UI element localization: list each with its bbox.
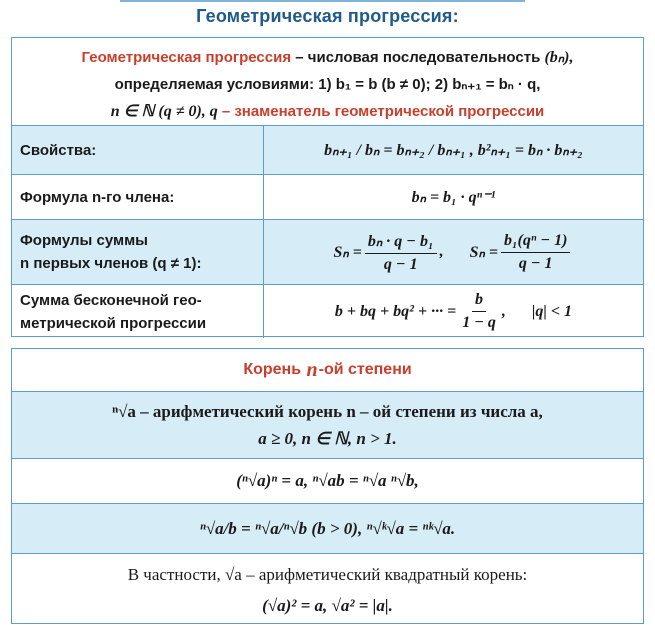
sum-label-line-1: Формулы суммы	[20, 232, 148, 249]
definition-block	[12, 38, 643, 126]
nth-root-table	[11, 348, 644, 624]
definition-text: – числовая последовательность	[291, 49, 545, 66]
geometric-progression-table	[11, 37, 644, 337]
sum-formulas: Sₙ = $\frac{\text{bₙ · q − b₁}}{q - 1}$ , Sₙ = $\frac{\text{b₁(qⁿ − 1)}}{q - 1}$	[264, 220, 643, 284]
infinite-sum-label-line-1: Сумма бесконечной гео-	[20, 291, 202, 309]
sum-fraction-2-num: b₁(qⁿ − 1)	[501, 232, 571, 253]
definition-line-2: определяемая условиями: 1) b₁ = b (b ≠ 0); 2) bₙ₊₁ = bₙ · q,	[114, 76, 541, 93]
infinite-sum-num: b	[472, 291, 486, 312]
sum-fraction-2	[501, 232, 571, 273]
page-title: Геометрическая прогрессия:	[196, 6, 459, 26]
root-definition-line-1: ⁿ√a – арифметический корень n – ой степени из числа a,	[112, 402, 543, 421]
root-heading-n: n	[306, 358, 318, 381]
square-root-line-1: В частности, √a – арифметический квадратный корень:	[127, 564, 528, 584]
root-property-2: ⁿ√a/b = ⁿ√a/ⁿ√b (b > 0), ⁿ√ᵏ√a = ⁿᵏ√a.	[199, 518, 456, 538]
sum-fraction-1-num: bₙ · q − b₁	[365, 231, 437, 254]
square-root-row	[12, 554, 643, 625]
top-rule	[120, 0, 525, 2]
definition-line-3	[20, 98, 635, 125]
root-definition-line-2: a ≥ 0, n ∈ ℕ, n > 1.	[258, 429, 397, 448]
infinite-sum-lhs: b + bq + bq² + ··· =	[334, 302, 457, 320]
root-heading-pre: Корень	[243, 361, 302, 378]
sum-fraction-2-den: q − 1	[518, 254, 553, 272]
sum-label	[12, 220, 264, 284]
definition-seq: (bₙ),	[544, 49, 574, 66]
sum-label-line-2: n первых членов (q ≠ 1):	[20, 255, 202, 272]
definition-ratio-label: – знаменатель геометрической прогрессии	[221, 103, 545, 120]
root-property-1: (ⁿ√a)ⁿ = a, ⁿ√ab = ⁿ√a ⁿ√b,	[236, 471, 419, 490]
infinite-sum-label-line-2: метрической прогрессии	[20, 314, 207, 332]
properties-label: Свойства:	[12, 126, 264, 174]
nth-term-label: Формула n-го члена:	[12, 175, 264, 219]
sum-fraction-1	[365, 231, 437, 274]
root-heading-post: -ой степени	[318, 361, 412, 378]
root-heading	[12, 349, 643, 392]
definition-line-1	[20, 44, 635, 71]
infinite-sum-label	[12, 285, 264, 338]
sum-lhs-2: Sₙ =	[469, 244, 498, 261]
properties-row	[12, 126, 643, 175]
infinite-sum-formula: b + bq + bq² + ··· = $\frac{b}{1 - q}$ , |q| < 1	[334, 291, 573, 331]
properties-formula: bₙ₊₁ / bₙ = bₙ₊₂ / bₙ₊₁ , b²ₙ₊₁ = bₙ · bₙ₊₂	[324, 142, 583, 159]
sum-lhs-1: Sₙ =	[333, 244, 362, 261]
definition-term: Геометрическая прогрессия	[81, 49, 292, 66]
infinite-sum-den: 1 − q	[462, 314, 496, 331]
sum-row	[12, 220, 643, 285]
root-property-row-2	[12, 504, 643, 554]
infinite-sum-row	[12, 285, 643, 338]
nth-term-row	[12, 175, 643, 220]
sum-fraction-1-den: q − 1	[383, 255, 418, 273]
infinite-sum-fraction	[459, 291, 499, 332]
root-definition-row	[12, 392, 643, 459]
nth-term-formula: bₙ = b₁ · qⁿ⁻¹	[411, 189, 496, 206]
root-property-row-1	[12, 459, 643, 504]
square-root-line-2: (√a)² = a, √a² = |a|.	[262, 595, 393, 615]
infinite-sum-condition: |q| < 1	[531, 302, 573, 320]
definition-condition: n ∈ ℕ (q ≠ 0), q	[110, 103, 222, 120]
